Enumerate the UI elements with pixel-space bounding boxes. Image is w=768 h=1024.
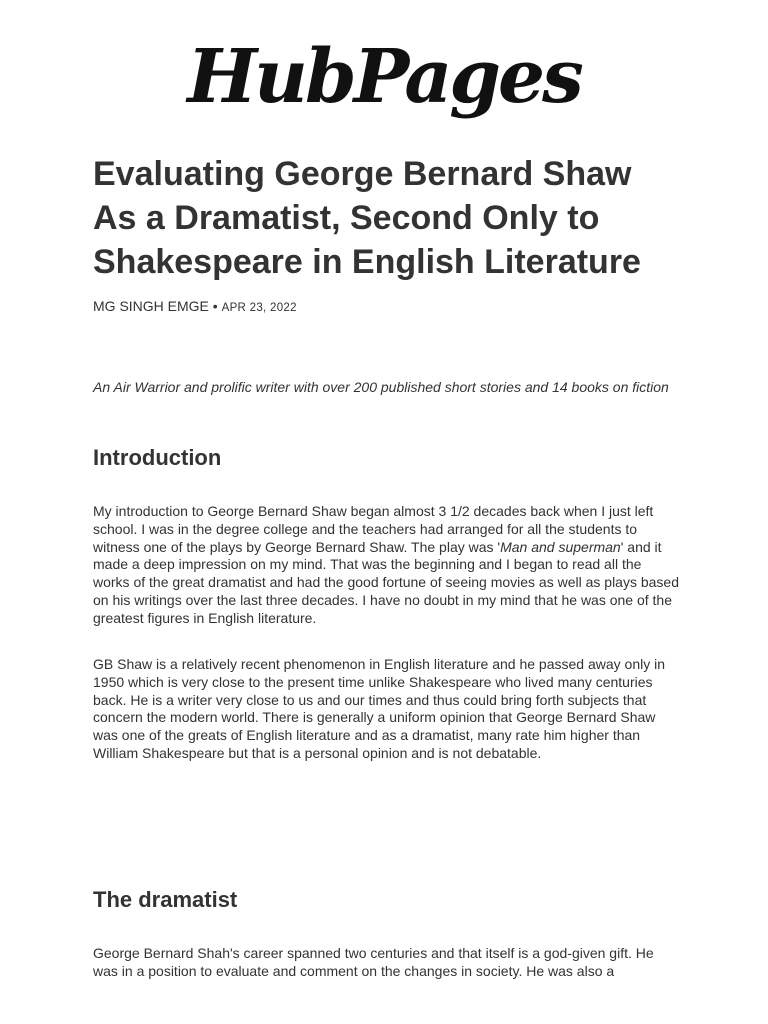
author-name[interactable]: MG SINGH EMGE <box>93 298 209 314</box>
section-heading-dramatist: The dramatist <box>93 887 238 912</box>
play-title-emphasis: Man and superman <box>500 538 621 555</box>
intro-p1-text-end: ' and it made a deep impression on my mind. That was the beginning and I began to read all the works of the great dramatist and had the good fortune of seeing movies as well as plays based on his writings over the last three decades. I have no doubt in my mind that he was one of the greatest figures in English literature. <box>93 538 680 626</box>
dramatist-paragraph-1: George Bernard Shah's career spanned two centuries and that itself is a god-given gift. He was in a position to evaluate and comment on the changes in society. He was also a <box>93 945 654 979</box>
intro-paragraph-1 <box>93 503 681 628</box>
author-bio: An Air Warrior and prolific writer with over 200 published short stories and 14 books on fiction <box>93 379 669 395</box>
intro-paragraph-2: GB Shaw is a relatively recent phenomenon in English literature and he passed away only in 1950 which is very close to the present time unlike Shakespeare who lived many centuries back. He is a writer very close to us and our times and thus could bring forth subjects that concern the modern world. There is generally a uniform opinion that George Bernard Shaw was one of the greats of English literature and as a dramatist, many rate him higher than William Shakespeare but that is a personal opinion and is not debatable. <box>93 656 665 761</box>
article-title: Evaluating George Bernard Shaw As a Dramatist, Second Only to Shakespeare in English Literature <box>93 155 641 281</box>
section-heading-introduction: Introduction <box>93 445 222 470</box>
byline <box>93 298 297 314</box>
publish-date: APR 23, 2022 <box>221 302 297 314</box>
byline-separator: • <box>208 298 222 314</box>
hubpages-logo[interactable]: HubPages <box>187 34 581 120</box>
intro-p1-text-start: My introduction to George Bernard Shaw began almost 3 1/2 decades back when I just left school. I was in the degree college and the teachers had arranged for all the students to witness one of the plays by George Bernard Shaw. The play was ' <box>93 503 654 555</box>
